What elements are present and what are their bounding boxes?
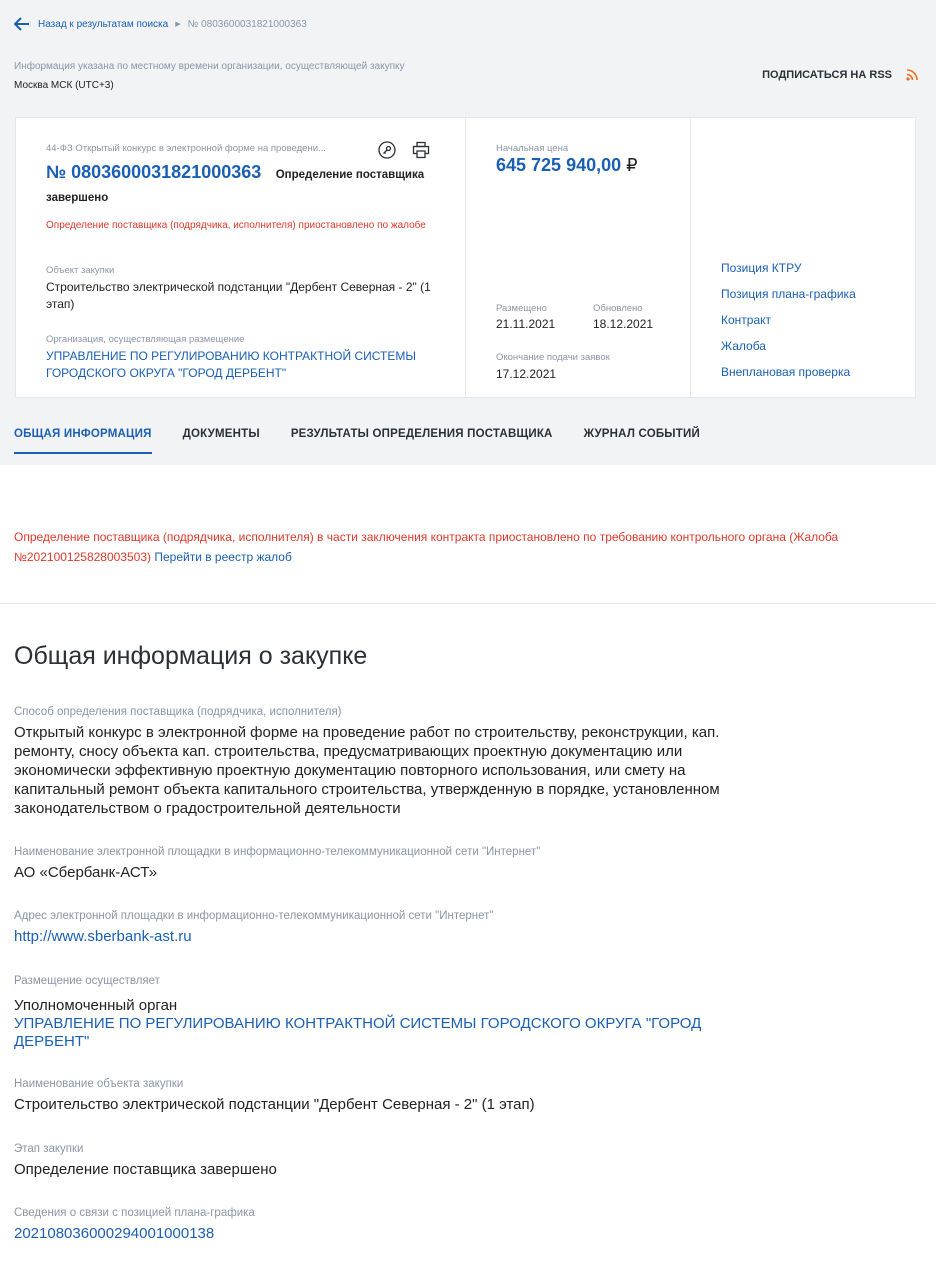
print-icon[interactable] xyxy=(412,141,430,159)
platform-value: АО «Сбербанк-АСТ» xyxy=(14,864,158,881)
suspension-warning: Определение поставщика (подрядчика, исполнителя) приостановлено по жалобе xyxy=(46,220,426,231)
purchase-stage: Определение поставщика завершено xyxy=(46,169,425,204)
caret-right-icon: ▶ xyxy=(175,21,181,28)
notice-text: Определение поставщика (подрядчика, исполнителя) в части заключения контракта приостановлено по требованию контрольного органа (Жалоба №202100125828003503) xyxy=(14,530,839,564)
field-placer xyxy=(14,975,734,1051)
timezone-note: Информация указана по местному времени организации, осуществляющей закупку xyxy=(14,61,405,72)
platform-label: Наименование электронной площадки в информационно-телекоммуникационной сети "Интернет" xyxy=(14,846,541,858)
organization-label: Организация, осуществляющая размещение xyxy=(46,334,245,345)
suspension-notice xyxy=(14,527,914,567)
arrow-left-icon[interactable] xyxy=(14,17,30,31)
timezone-value: Москва МСК (UTC+3) xyxy=(14,80,114,91)
card-actions xyxy=(378,141,430,159)
address-label: Адрес электронной площадки в информационно-телекоммуникационной сети "Интернет" xyxy=(14,910,494,922)
currency-symbol: ₽ xyxy=(626,155,638,175)
stage-label: Этап закупки xyxy=(14,1143,84,1155)
complaints-registry-link[interactable]: Перейти в реестр жалоб xyxy=(154,550,292,564)
object-value: Строительство электрической подстанции "Дербент Северная - 2" (1 этап) xyxy=(46,280,431,311)
link-complaint[interactable]: Жалоба xyxy=(721,339,766,353)
breadcrumb-current: № 0803600031821000363 xyxy=(187,18,307,30)
key-icon[interactable] xyxy=(378,141,396,159)
related-links xyxy=(691,118,915,397)
plan-position-link[interactable]: 202108036000294001000138 xyxy=(14,1225,215,1242)
breadcrumb xyxy=(14,17,307,31)
tab-event-log[interactable]: ЖУРНАЛ СОБЫТИЙ xyxy=(583,428,700,440)
field-plan xyxy=(14,1207,734,1243)
back-to-results-link[interactable]: Назад к результатам поиска xyxy=(38,18,169,30)
object-label: Объект закупки xyxy=(46,265,115,276)
tab-general-info[interactable]: ОБЩАЯ ИНФОРМАЦИЯ xyxy=(14,428,152,454)
tabs xyxy=(14,428,731,454)
price-value xyxy=(496,155,638,176)
price-label: Начальная цена xyxy=(496,143,569,154)
field-method xyxy=(14,706,734,818)
section-title: Общая информация о закупке xyxy=(14,642,368,670)
link-unscheduled-check[interactable]: Внеплановая проверка xyxy=(721,365,851,379)
divider xyxy=(0,603,936,604)
object-name-label: Наименование объекта закупки xyxy=(14,1078,184,1090)
rss-label: ПОДПИСАТЬСЯ НА RSS xyxy=(762,69,892,81)
rss-icon xyxy=(906,69,918,81)
updated-date: 18.12.2021 xyxy=(593,317,654,331)
placer-role: Уполномоченный орган xyxy=(14,997,178,1014)
field-platform xyxy=(14,846,734,882)
stage-value: Определение поставщика завершено xyxy=(14,1161,277,1178)
purchase-number[interactable]: № 0803600031821000363 xyxy=(46,162,262,182)
platform-address-link[interactable]: http://www.sberbank-ast.ru xyxy=(14,928,192,945)
field-address xyxy=(14,910,734,946)
updated-label: Обновлено xyxy=(593,303,643,314)
price-amount: 645 725 940,00 xyxy=(496,155,622,175)
purchase-main-info xyxy=(16,118,466,397)
purchase-price-dates xyxy=(466,118,691,397)
link-plan-position[interactable]: Позиция плана-графика xyxy=(721,287,856,301)
placer-org-link[interactable]: УПРАВЛЕНИЕ ПО РЕГУЛИРОВАНИЮ КОНТРАКТНОЙ СИСТЕМЫ ГОРОДСКОГО ОКРУГА "ГОРОД ДЕРБЕНТ" xyxy=(14,1015,702,1050)
related-links-list xyxy=(721,262,856,392)
rss-subscribe-button[interactable] xyxy=(762,69,918,81)
tab-supplier-results[interactable]: РЕЗУЛЬТАТЫ ОПРЕДЕЛЕНИЯ ПОСТАВЩИКА xyxy=(290,428,553,440)
deadline-label: Окончание подачи заявок xyxy=(496,352,610,363)
plan-label: Сведения о связи с позицией плана-графика xyxy=(14,1207,255,1219)
placer-label: Размещение осуществляет xyxy=(14,975,160,987)
method-label: Способ определения поставщика (подрядчика, исполнителя) xyxy=(14,706,342,718)
purchase-heading xyxy=(46,162,446,209)
field-object xyxy=(14,1078,734,1114)
posted-label: Размещено xyxy=(496,303,547,314)
posted-date: 21.11.2021 xyxy=(496,317,556,331)
organization-link[interactable]: УПРАВЛЕНИЕ ПО РЕГУЛИРОВАНИЮ КОНТРАКТНОЙ СИСТЕМЫ ГОРОДСКОГО ОКРУГА "ГОРОД ДЕРБЕНТ" xyxy=(46,349,416,380)
deadline-date: 17.12.2021 xyxy=(496,367,557,381)
object-name-value: Строительство электрической подстанции "Дербент Северная - 2" (1 этап) xyxy=(14,1096,535,1113)
link-contract[interactable]: Контракт xyxy=(721,313,772,327)
purchase-card xyxy=(15,117,916,398)
purchase-type: 44-ФЗ Открытый конкурс в электронной форме на проведени... xyxy=(46,143,326,154)
tab-documents[interactable]: ДОКУМЕНТЫ xyxy=(182,428,260,440)
link-ktru-position[interactable]: Позиция КТРУ xyxy=(721,261,802,275)
field-stage xyxy=(14,1143,734,1179)
method-value: Открытый конкурс в электронной форме на проведение работ по строительству, реконструкции, кап. ремонту, сносу объекта кап. строительства, предусматривающих проектную документацию или экономически эффективную проектную документацию повторного использования, или смету на капитальный ремонт объекта капитального строительства, утвержденную в порядке, установленном законодательством о градостроительной деятельности xyxy=(14,724,720,817)
